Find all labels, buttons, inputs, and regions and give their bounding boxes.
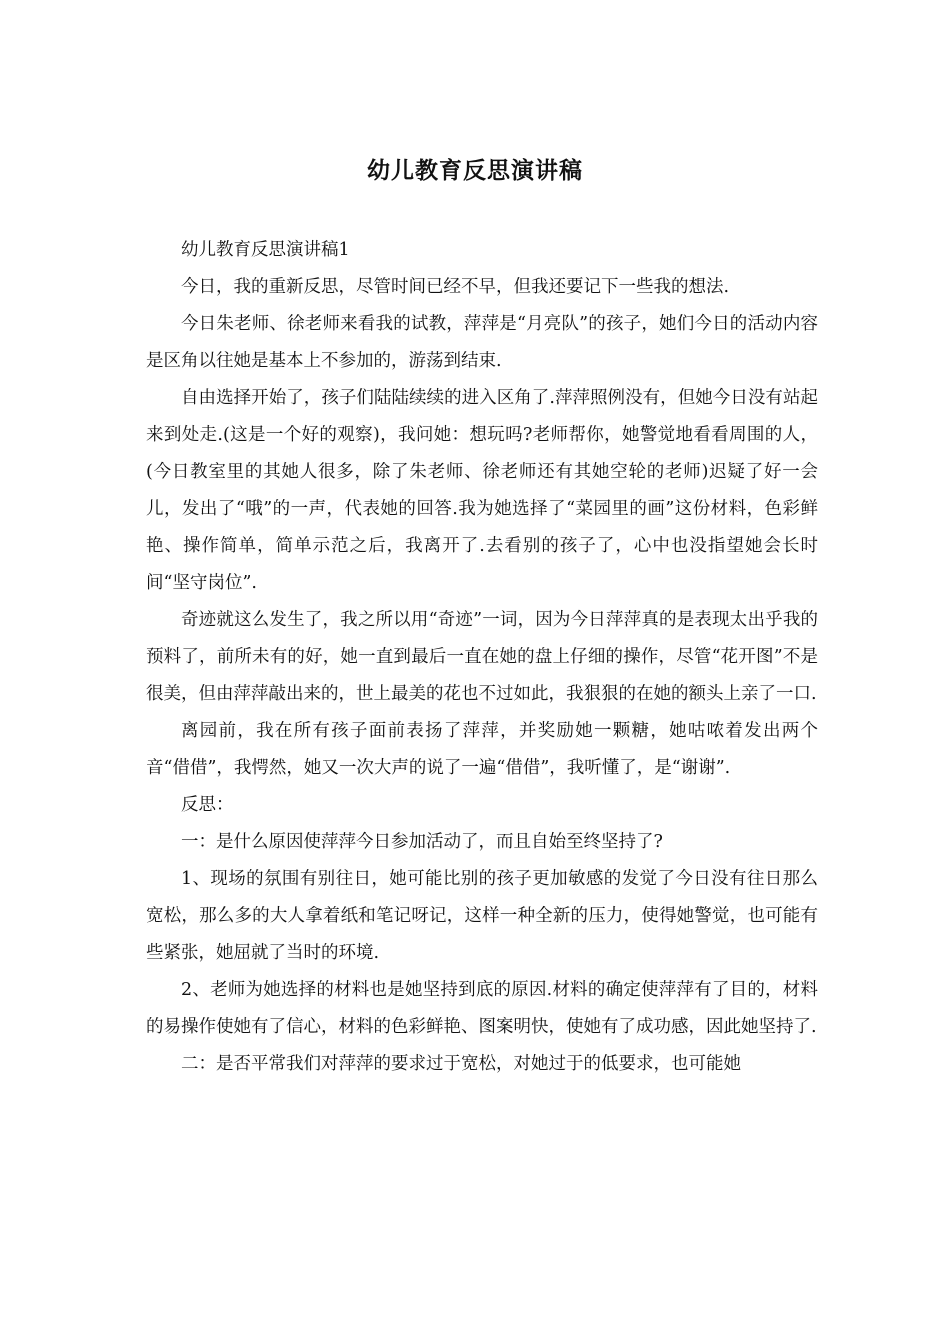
paragraph: 今日，我的重新反思，尽管时间已经不早，但我还要记下一些我的想法. <box>181 277 730 297</box>
paragraph-subtitle: 幼儿教育反思演讲稿1 <box>181 240 350 260</box>
document-body <box>146 232 818 1083</box>
paragraph: 离园前，我在所有孩子面前表扬了萍萍，并奖励她一颗糖，她咕哝着发出两个音“借借”，我愕然，她又一次大声的说了一遍“借借”，我听懂了，是“谢谢”. <box>146 721 818 778</box>
paragraph-point-two: 2、老师为她选择的材料也是她坚持到底的原因.材料的确定使萍萍有了目的，材料的易操作使她有了信心，材料的色彩鲜艳、图案明快，使她有了成功感，因此她坚持了. <box>146 980 818 1037</box>
paragraph: 自由选择开始了，孩子们陆陆续续的进入区角了.萍萍照例没有，但她今日没有站起来到处走.(这是一个好的观察)，我问她：想玩吗?老师帮你，她警觉地看看周围的人，(今日教室里的其她人很多，除了朱老师、徐老师还有其她空轮的老师)迟疑了好一会儿，发出了“哦”的一声，代表她的回答.我为她选择了“菜园里的画”这份材料，色彩鲜艳、操作简单，简单示范之后，我离开了.去看别的孩子了，心中也没指望她会长时间“坚守岗位”. <box>146 388 818 593</box>
paragraph-question-two: 二：是否平常我们对萍萍的要求过于宽松，对她过于的低要求，也可能她 <box>181 1054 741 1074</box>
paragraph-question-one: 一：是什么原因使萍萍今日参加活动了，而且自始至终坚持了? <box>181 832 663 852</box>
paragraph: 今日朱老师、徐老师来看我的试教，萍萍是“月亮队”的孩子，她们今日的活动内容是区角以往她是基本上不参加的，游荡到结束. <box>146 314 818 371</box>
paragraph-reflection-heading: 反思： <box>181 795 234 815</box>
paragraph-point-one: 1、现场的氛围有别往日，她可能比别的孩子更加敏感的发觉了今日没有往日那么宽松，那么多的大人拿着纸和笔记呀记，这样一种全新的压力，使得她警觉，也可能有些紧张，她屈就了当时的环境. <box>146 869 818 963</box>
paragraph: 奇迹就这么发生了，我之所以用“奇迹”一词，因为今日萍萍真的是表现太出乎我的预料了，前所未有的好，她一直到最后一直在她的盘上仔细的操作，尽管“花开图”不是很美，但由萍萍敲出来的，世上最美的花也不过如此，我狠狠的在她的额头上亲了一口. <box>146 610 818 704</box>
document-title: 幼儿教育反思演讲稿 <box>367 157 583 184</box>
